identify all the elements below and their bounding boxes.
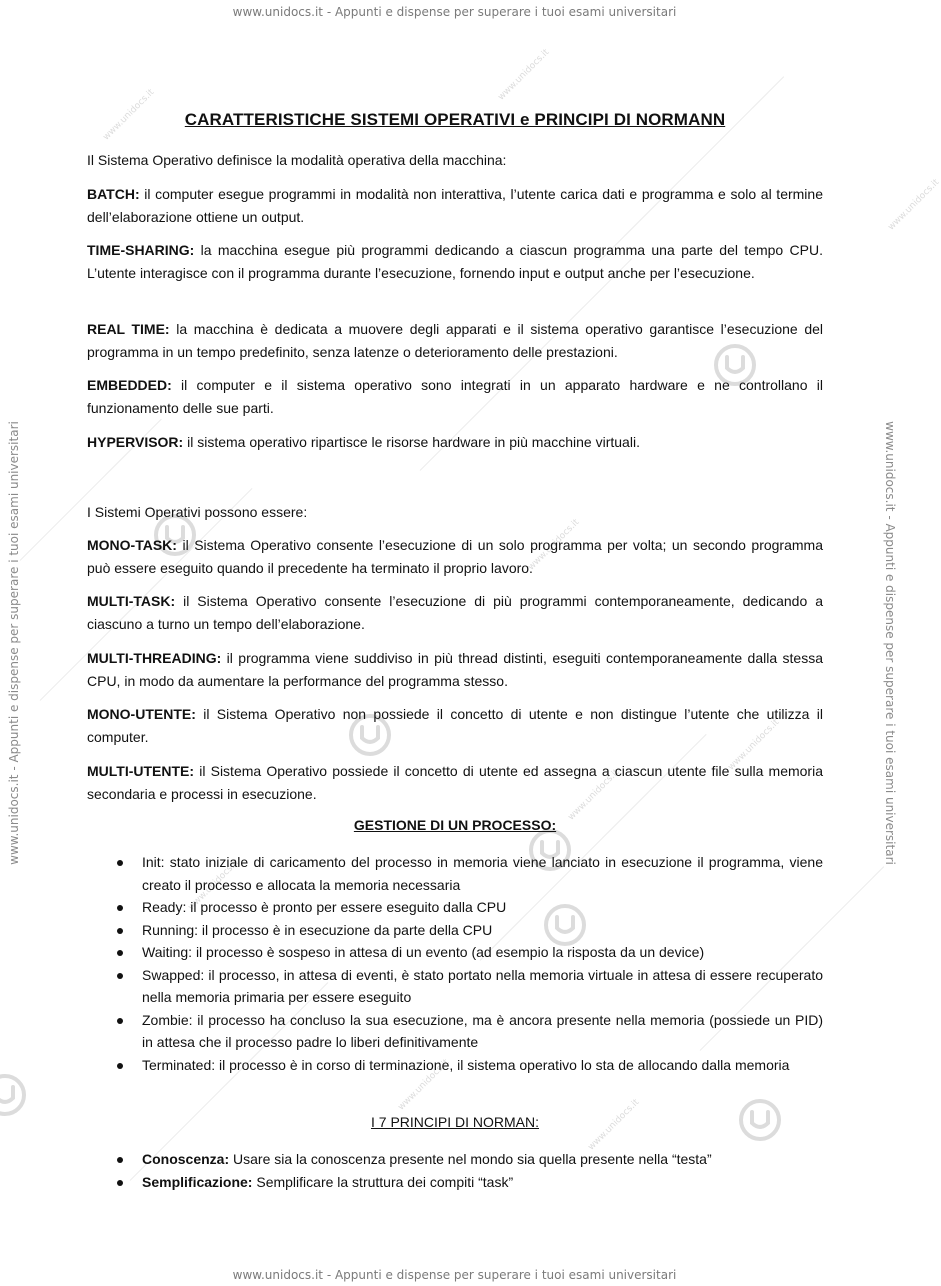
norman-heading: I 7 PRINCIPI DI NORMAN: xyxy=(370,1114,540,1130)
list-item xyxy=(87,1009,823,1054)
mode-text: il sistema operativo ripartisce le risorse hardware in più macchine virtuali. xyxy=(183,434,640,450)
list-item-text: Init: stato iniziale di caricamento del processo in memoria viene lanciato in esecuzione il programma, viene creato il processo e allocata la memoria necessaria xyxy=(142,854,823,893)
watermark-text: www.unidocs.it xyxy=(496,47,552,103)
mode-term: TIME-SHARING: xyxy=(87,242,195,258)
list-item-text: Terminated: il processo è in corso di terminazione, il sistema operativo lo sta de allocando dalla memoria xyxy=(142,1056,790,1073)
side-text-right xyxy=(883,421,897,865)
principle-term: Semplificazione: xyxy=(142,1173,253,1190)
type-text: il programma viene suddiviso in più thread distinti, eseguiti contemporaneamente dalla stessa CPU, in modo da aumentare la performance del programma stesso. xyxy=(87,650,823,689)
unidocs-logo-icon xyxy=(0,1072,28,1118)
list-item-text: Running: il processo è in esecuzione da parte della CPU xyxy=(142,921,493,938)
principle-text: Semplificare la struttura dei compiti “task” xyxy=(252,1173,514,1190)
bullet-icon xyxy=(117,973,123,979)
bullet-icon xyxy=(117,1180,123,1186)
mode-term: EMBEDDED: xyxy=(87,377,172,393)
type-term: MONO-UTENTE: xyxy=(87,706,196,722)
mode-embedded xyxy=(87,374,823,419)
mode-text: il computer esegue programmi in modalità non interattiva, l’utente carica dati e programma e solo al termine dell’elaborazione ottiene un output. xyxy=(87,186,823,225)
mode-text: il computer e il sistema operativo sono integrati in un apparato hardware e ne controllano il funzionamento delle sue parti. xyxy=(87,377,823,416)
mode-term: BATCH: xyxy=(87,186,140,202)
type-text: il Sistema Operativo possiede il concetto di utente ed assegna a ciascun utente file sulla memoria secondaria e processi in esecuzione. xyxy=(87,763,823,802)
list-item xyxy=(87,941,823,964)
process-states-list xyxy=(87,851,823,1076)
type-text: il Sistema Operativo consente l’esecuzione di un solo programma per volta; un secondo programma può essere eseguito quando il precedente ha terminato il proprio lavoro. xyxy=(87,537,823,576)
list-item-text: Ready: il processo è pronto per essere eseguito dalla CPU xyxy=(142,899,507,915)
intro-paragraph-2: I Sistemi Operativi possono essere: xyxy=(87,504,308,520)
mode-text: la macchina esegue più programmi dedicando a ciascun programma una parte del tempo CPU. L’utente interagisce con il programma durante l’esecuzione, fornendo input e output anche per l’esecuzione. xyxy=(87,242,823,281)
watermark-text: www.unidocs.it xyxy=(566,767,622,823)
list-item xyxy=(87,1054,823,1077)
document-title: CARATTERISTICHE SISTEMI OPERATIVI e PRINCIPI DI NORMANN xyxy=(184,110,726,129)
bullet-icon xyxy=(117,905,123,911)
list-item-text: Zombie: il processo ha concluso la sua esecuzione, ma è ancora presente nella memoria (possiede un PID) in attesa che il processo padre lo liberi definitivamente xyxy=(142,1011,823,1050)
watermark-text: www.unidocs.it xyxy=(526,517,582,573)
watermark-text: www.unidocs.it xyxy=(586,1097,642,1153)
type-term: MONO-TASK: xyxy=(87,537,177,553)
side-text-left-label: www.unidocs.it - Appunti e dispense per superare i tuoi esami universitari xyxy=(7,421,21,865)
side-text-right-label: www.unidocs.it - Appunti e dispense per superare i tuoi esami universitari xyxy=(883,421,897,865)
type-text: il Sistema Operativo non possiede il concetto di utente e non distingue l’utente che utilizza il computer. xyxy=(87,706,823,745)
principle-text: Usare sia la conoscenza presente nel mondo sia quella presente nella “testa” xyxy=(229,1151,712,1167)
side-text-left xyxy=(7,421,21,865)
type-multi-threading xyxy=(87,647,823,692)
bullet-icon xyxy=(117,1157,123,1163)
bullet-icon xyxy=(117,1063,123,1069)
mode-real-time xyxy=(87,318,823,363)
type-text: il Sistema Operativo consente l’esecuzione di più programmi contemporaneamente, dedicando a ciascuno a turno un tempo dell’elaborazione. xyxy=(87,593,823,632)
type-multi-utente xyxy=(87,760,823,805)
mode-term: HYPERVISOR: xyxy=(87,434,184,450)
list-item xyxy=(87,896,823,919)
page-header: www.unidocs.it - Appunti e dispense per superare i tuoi esami universitari xyxy=(232,5,677,19)
process-heading: GESTIONE DI UN PROCESSO: xyxy=(353,817,557,833)
type-multi-task xyxy=(87,590,823,635)
mode-text: la macchina è dedicata a muovere degli apparati e il sistema operativo garantisce l’esecuzione del programma in un tempo predefinito, senza latenze o deterioramento delle prestazioni. xyxy=(87,321,823,360)
principle-term: Conoscenza: xyxy=(142,1151,230,1167)
watermark-text: www.unidocs.it xyxy=(886,177,941,233)
mode-batch xyxy=(87,183,823,228)
type-term: MULTI-UTENTE: xyxy=(87,763,195,779)
list-item xyxy=(87,1171,823,1194)
page-footer: www.unidocs.it - Appunti e dispense per superare i tuoi esami universitari xyxy=(232,1268,677,1282)
bullet-icon xyxy=(117,950,123,956)
watermark-text: www.unidocs.it xyxy=(396,1057,452,1113)
bullet-icon xyxy=(117,928,123,934)
list-item-text: Waiting: il processo è sospeso in attesa di un evento (ad esempio la risposta da un device) xyxy=(142,944,705,960)
list-item xyxy=(87,919,823,942)
type-term: MULTI-TASK: xyxy=(87,593,176,609)
list-item xyxy=(87,1148,823,1171)
mode-term: REAL TIME: xyxy=(87,321,170,337)
type-mono-task xyxy=(87,534,823,579)
watermark-text: www.unidocs.it xyxy=(726,717,782,773)
list-item-text: Swapped: il processo, in attesa di eventi, è stato portato nella memoria virtuale in attesa di essere recuperato nella memoria primaria per essere eseguito xyxy=(142,966,823,1005)
type-mono-utente xyxy=(87,703,823,748)
watermark-text: www.unidocs.it xyxy=(101,87,157,143)
list-item xyxy=(87,851,823,896)
bullet-icon xyxy=(117,1018,123,1024)
list-item xyxy=(87,964,823,1009)
norman-principles-list xyxy=(87,1148,823,1193)
mode-time-sharing xyxy=(87,239,823,284)
type-term: MULTI-THREADING: xyxy=(87,650,222,666)
bullet-icon xyxy=(117,860,123,866)
mode-hypervisor xyxy=(87,431,823,454)
intro-paragraph-1: Il Sistema Operativo definisce la modalità operativa della macchina: xyxy=(87,152,507,168)
watermark-text: www.unidocs.it xyxy=(186,857,242,913)
